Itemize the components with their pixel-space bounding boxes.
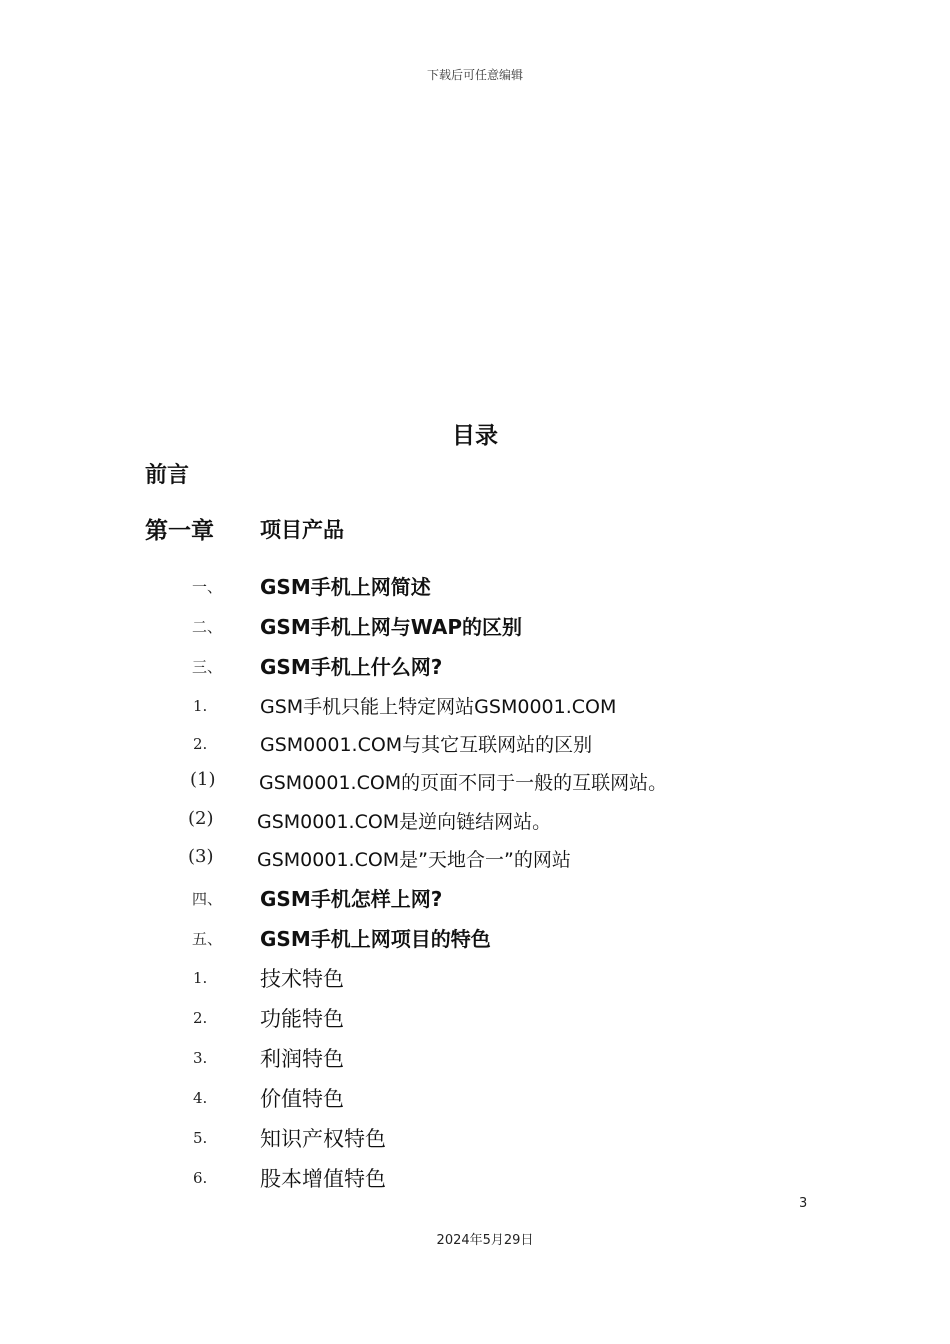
toc-entry-number: 二、 (192, 618, 223, 636)
toc-entry-number: 5. (193, 1129, 208, 1147)
toc-entry[interactable] (0, 1121, 950, 1153)
toc-entry[interactable] (0, 1161, 950, 1193)
toc-entry-number: 1. (193, 697, 208, 715)
toc-entry-number: 1. (193, 969, 208, 987)
toc-entry-text: GSM0001.COM是”天地合一”的网站 (257, 849, 571, 871)
toc-entry-text: GSM0001.COM是逆向链结网站。 (257, 811, 552, 833)
toc-entry[interactable] (0, 649, 950, 681)
toc-entry-number: 4. (193, 1089, 208, 1107)
page-footer-date: 2024年5月29日 (436, 1233, 534, 1248)
toc-title: 目录 (452, 423, 498, 449)
toc-entry-text: GSM手机怎样上网? (260, 887, 443, 911)
toc-entry[interactable] (0, 921, 950, 953)
toc-chapter-title[interactable]: 项目产品 (260, 518, 344, 542)
toc-entry[interactable] (0, 1041, 950, 1073)
toc-entry[interactable] (0, 689, 950, 721)
toc-entry[interactable] (0, 727, 950, 759)
toc-chapter-number[interactable]: 第一章 (145, 517, 214, 544)
toc-entry-text: GSM手机上网简述 (260, 575, 431, 599)
toc-entry-number: 五、 (192, 930, 223, 948)
toc-entry-text: GSM手机上网项目的特色 (260, 927, 491, 951)
page-header: 下载后可任意编辑 (426, 68, 523, 82)
toc-entry-text: 价值特色 (260, 1087, 344, 1111)
toc-entry-number: 一、 (192, 578, 223, 596)
toc-preface[interactable]: 前言 (145, 463, 190, 488)
toc-entry-number: 3. (193, 1049, 208, 1067)
toc-entry-number: 2. (193, 1009, 208, 1027)
toc-entry-number: 四、 (192, 890, 223, 908)
toc-entry[interactable] (0, 1081, 950, 1113)
toc-entry-text: 股本增值特色 (260, 1167, 386, 1191)
toc-entry[interactable] (0, 765, 950, 797)
toc-entry[interactable] (0, 569, 950, 601)
toc-entry-number: (1) (190, 769, 216, 790)
toc-entry-text: 知识产权特色 (260, 1127, 386, 1151)
toc-entry-number: 6. (193, 1169, 208, 1187)
toc-entry-text: GSM0001.COM的页面不同于一般的互联网站。 (259, 772, 668, 794)
toc-entry-text: GSM手机上网与WAP的区别 (260, 615, 523, 639)
toc-entry-text: 利润特色 (260, 1047, 344, 1071)
toc-entry[interactable] (0, 881, 950, 913)
toc-entry-number: (2) (188, 808, 214, 829)
toc-entry-text: 功能特色 (260, 1007, 344, 1031)
toc-entry[interactable] (0, 842, 950, 874)
toc-entry[interactable] (0, 1001, 950, 1033)
toc-entry[interactable] (0, 804, 950, 836)
toc-entry[interactable] (0, 609, 950, 641)
toc-entry-number: 2. (193, 735, 208, 753)
toc-entry-text: GSM0001.COM与其它互联网站的区别 (260, 734, 593, 756)
toc-entry-text: GSM手机只能上特定网站GSM0001.COM (260, 696, 617, 718)
toc-entry-number: (3) (188, 846, 214, 867)
toc-entry-text: GSM手机上什么网? (260, 655, 443, 679)
page-number: 3 (799, 1196, 808, 1211)
toc-entry-number: 三、 (192, 658, 223, 676)
toc-entry[interactable] (0, 961, 950, 993)
toc-entry-text: 技术特色 (260, 967, 344, 991)
